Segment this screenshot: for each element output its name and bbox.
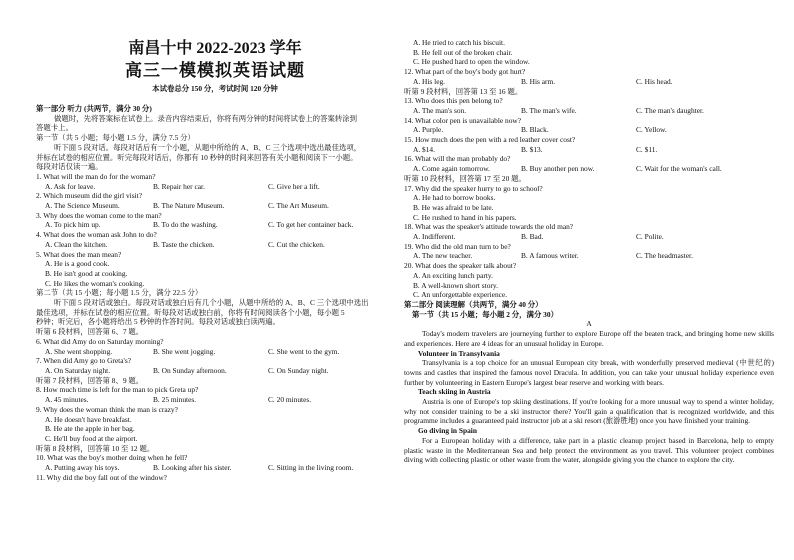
option-b: B. Taste the chicken. xyxy=(153,239,215,249)
option-a: A. $14. xyxy=(413,144,435,154)
option-a: A. The new teacher. xyxy=(413,251,473,261)
answer-options xyxy=(36,201,394,211)
option-a: A. He had to borrow books. xyxy=(413,193,496,203)
question: 1. What will the man do for the woman? xyxy=(36,171,156,181)
passage-section-body: Transylvania is a top choice for an unusual European city break, with wonderfully preserved medieval (中世纪的) towns and castles that inspired the famous novel Dracula. In addition, you can take your unusual holiday experience even further by volunteering in Eastern Europe's largest bear reserve and working with bears. xyxy=(404,358,774,387)
option-a: A. The Science Museum. xyxy=(45,201,120,211)
option-a: A. He doesn't have breakfast. xyxy=(45,414,132,424)
option-c: C. He'll buy food at the airport. xyxy=(45,433,138,443)
right-column xyxy=(404,38,774,465)
question: 19. Who did the old man turn to be? xyxy=(404,241,511,251)
question: 14. What color pen is unavailable now? xyxy=(404,115,522,125)
question: 16. What will the man probably do? xyxy=(404,154,511,164)
option-a: A. She went shopping. xyxy=(45,346,113,356)
part2-section1-heading: 第一节（共 15 小题；每小题 2 分，满分 30） xyxy=(412,309,558,319)
answer-options xyxy=(404,271,774,300)
question: 3. Why does the woman come to the man? xyxy=(36,210,162,220)
option-c: C. 20 minutes. xyxy=(268,395,312,405)
section1-instruction: 每段对话仅读一遍。 xyxy=(36,162,103,172)
option-c: C. The headmaster. xyxy=(636,251,693,261)
option-c: C. On Sunday night. xyxy=(268,365,329,375)
option-b: B. On Sunday afternoon. xyxy=(153,365,227,375)
passage-section-body: For a European holiday with a difference, take part in a plastic cleanup project based in Barcelona, help to empty plastic waste in the Mediterranean Sea and help protect the environment as you travel. This volunteer project combines diving with collecting plastic or other waste from the water, alongside giving you the chance to explore the city. xyxy=(404,435,774,465)
answer-options xyxy=(404,77,774,87)
question: 8. How much time is left for the man to pick Greta up? xyxy=(36,385,199,395)
option-c: C. Yellow. xyxy=(636,125,667,135)
option-a: A. Putting away his toys. xyxy=(45,463,120,473)
option-b: B. Black. xyxy=(521,125,549,135)
option-a: A. An exciting lunch party. xyxy=(413,270,493,280)
answer-options xyxy=(404,125,774,135)
answer-options xyxy=(36,395,394,405)
part1-heading: 第一部分 听力 (共两节，满分 30 分) xyxy=(36,104,152,113)
option-a: A. Purple. xyxy=(413,125,444,135)
answer-options xyxy=(36,463,394,473)
section2-instruction: 秒钟；听完后，各小题将给出 5 秒钟的作答时间。每段对话或独白读两遍。 xyxy=(36,317,280,327)
question: 15. How much does the pen with a red leather cover cost? xyxy=(404,135,576,145)
option-b: B. The Nature Museum. xyxy=(153,201,225,211)
answer-options xyxy=(36,366,394,376)
option-b: B. A famous writer. xyxy=(521,251,579,261)
question: 20. What does the speaker talk about? xyxy=(404,261,517,271)
option-b: B. He fell out of the broken chair. xyxy=(413,47,513,57)
passage-section-body: Austria is one of Europe's top skiing destinations. If you're looking for a more unusual way to spend a winter holiday, why not consider training to be a ski instructor there? You'll gain a qualification that is recognized worldwide, and this programme includes a guaranteed paid instructor job at a ski resort (旅游胜地) once you have finished your training. xyxy=(404,397,774,426)
option-c: C. He likes the woman's cooking. xyxy=(45,278,145,288)
option-c: C. $11. xyxy=(636,144,658,154)
question: 2. Which museum did the girl visit? xyxy=(36,191,142,201)
section1-heading: 第一节（共 5 小题；每小题 1.5 分，满分 7.5 分） xyxy=(36,133,195,143)
section1-instruction: 听下面 5 段对话。每段对话后有一个小题，从题中所给的 A、B、C 三个选项中选出最佳选项， xyxy=(54,142,362,152)
option-c: C. Sitting in the living room. xyxy=(268,463,354,473)
left-column xyxy=(36,104,394,482)
option-a: A. Clean the kitchen. xyxy=(45,239,108,249)
option-a: A. He is a good cook. xyxy=(45,259,110,269)
option-b: B. 25 minutes. xyxy=(153,395,197,405)
answer-options xyxy=(404,106,774,116)
answer-options xyxy=(36,182,394,192)
option-b: B. A well-known short story. xyxy=(413,280,498,290)
school-title: 南昌十中 2022-2023 学年 xyxy=(128,40,302,57)
option-a: A. Ask for leave. xyxy=(45,181,96,191)
question: 11. Why did the boy fall out of the window? xyxy=(36,472,167,482)
option-a: A. He tried to catch his biscuit. xyxy=(413,38,505,47)
section2-instruction: 听下面 5 段对话或独白。每段对话或独白后有几个小题，从题中所给的 A、B、C 三个选项中选出 xyxy=(54,298,369,308)
option-b: B. Buy another pen now. xyxy=(521,164,595,174)
option-c: C. His head. xyxy=(636,76,673,86)
option-a: A. On Saturday night. xyxy=(45,365,111,375)
option-a: A. Come again tomorrow. xyxy=(413,164,490,174)
part1-instruction: 答题卡上。 xyxy=(36,123,73,133)
answer-options xyxy=(36,259,394,288)
option-c: C. To get her container back. xyxy=(268,220,354,230)
audio-note: 听第 7 段材料，回答第 8、9 题。 xyxy=(36,375,144,385)
answer-options xyxy=(36,415,394,444)
section2-heading: 第二节（共 15 小题；每小题 1.5 分，满分 22.5 分） xyxy=(36,288,203,298)
option-b: B. Looking after his sister. xyxy=(153,463,232,473)
option-c: C. Polite. xyxy=(636,232,664,242)
option-b: B. He was afraid to be late. xyxy=(413,202,494,212)
answer-options xyxy=(36,220,394,230)
option-b: B. Repair her car. xyxy=(153,181,205,191)
option-a: A. To pick him up. xyxy=(45,220,101,230)
option-c: C. An unforgettable experience. xyxy=(413,290,508,300)
option-b: B. The man's wife. xyxy=(521,105,577,115)
question: 9. Why does the woman think the man is crazy? xyxy=(36,404,178,414)
option-b: B. Bad. xyxy=(521,232,544,242)
option-a: A. Indifferent. xyxy=(413,232,456,242)
audio-note: 听第 10 段材料，回答第 17 至 20 题。 xyxy=(404,173,526,183)
option-b: B. She went jogging. xyxy=(153,346,216,356)
part2-heading: 第二部分 阅读理解（共两节，满分 40 分） xyxy=(404,299,543,309)
section2-instruction: 最佳选项，并标在试卷的相应位置。听每段对话或独白前，你将有时间阅读各个小题，每小题 5 xyxy=(36,307,345,317)
answer-options xyxy=(404,251,774,261)
answer-options xyxy=(404,232,774,242)
passage-letter: A xyxy=(586,319,592,329)
option-b: B. He isn't good at cooking. xyxy=(45,268,128,278)
answer-options xyxy=(36,240,394,250)
question: 7. When did Amy go to Greta's? xyxy=(36,356,131,366)
answer-options xyxy=(404,145,774,155)
answer-options xyxy=(404,164,774,174)
passage-intro: Today's modern travelers are journeying further to explore Europe off the beaten track, and bringing home new skills and experiences. Here are 4 ideas for an unusual holiday in Europe. xyxy=(404,329,774,348)
audio-note: 听第 8 段材料，回答第 10 至 12 题。 xyxy=(36,443,155,453)
part1-instruction: 做题时，先将答案标在试卷上。录音内容结束后，你将有两分钟的时间将试卷上的答案转涂到 xyxy=(54,113,358,123)
audio-note: 听第 9 段材料，回答第 13 至 16 题。 xyxy=(404,86,523,96)
option-a: A. His leg. xyxy=(413,76,446,86)
option-a: A. 45 minutes. xyxy=(45,395,89,405)
answer-options xyxy=(404,38,774,67)
exam-subtitle: 本试卷总分 150 分，考试时间 120 分钟 xyxy=(152,84,278,93)
question: 13. Who does this pen belong to? xyxy=(404,96,503,106)
option-c: C. The man's daughter. xyxy=(636,105,704,115)
option-c: C. Cut the chicken. xyxy=(268,239,325,249)
section1-instruction: 并标在试卷的相应位置。听完每段对话后，你都有 10 秒钟的时间来回答有关小题和阅读下一小题。 xyxy=(36,152,358,162)
option-c: C. He rushed to hand in his papers. xyxy=(413,212,517,222)
option-c: C. He pushed hard to open the window. xyxy=(413,57,530,67)
option-c: C. She went to the gym. xyxy=(268,346,340,356)
option-b: B. He ate the apple in her bag. xyxy=(45,424,135,434)
question: 12. What part of the boy's body got hurt? xyxy=(404,67,526,77)
question: 5. What does the man mean? xyxy=(36,249,122,259)
answer-options xyxy=(404,193,774,222)
question: 4. What does the woman ask John to do? xyxy=(36,230,157,240)
answer-options xyxy=(36,347,394,357)
audio-note: 听第 6 段材料，回答第 6、7 题。 xyxy=(36,327,144,337)
option-a: A. The man's son. xyxy=(413,105,467,115)
passage-section-title: Teach skiing in Austria xyxy=(418,387,491,397)
option-b: B. His arm. xyxy=(521,76,556,86)
question: 6. What did Amy do on Saturday morning? xyxy=(36,336,164,346)
passage-section-title: Go diving in Spain xyxy=(418,426,477,436)
option-c: C. The Art Museum. xyxy=(268,201,329,211)
option-c: C. Wait for the woman's call. xyxy=(636,164,722,174)
question: 10. What was the boy's mother doing when he fell? xyxy=(36,453,188,463)
option-c: C. Give her a lift. xyxy=(268,181,320,191)
option-b: B. To do the washing. xyxy=(153,220,218,230)
question: 18. What was the speaker's attitude towards the old man? xyxy=(404,222,574,232)
passage-section-title: Volunteer in Transylvania xyxy=(418,348,500,358)
option-b: B. $13. xyxy=(521,144,543,154)
question: 17. Why did the speaker hurry to go to school? xyxy=(404,183,543,193)
exam-title: 高三一模模拟英语试题 xyxy=(125,61,305,80)
